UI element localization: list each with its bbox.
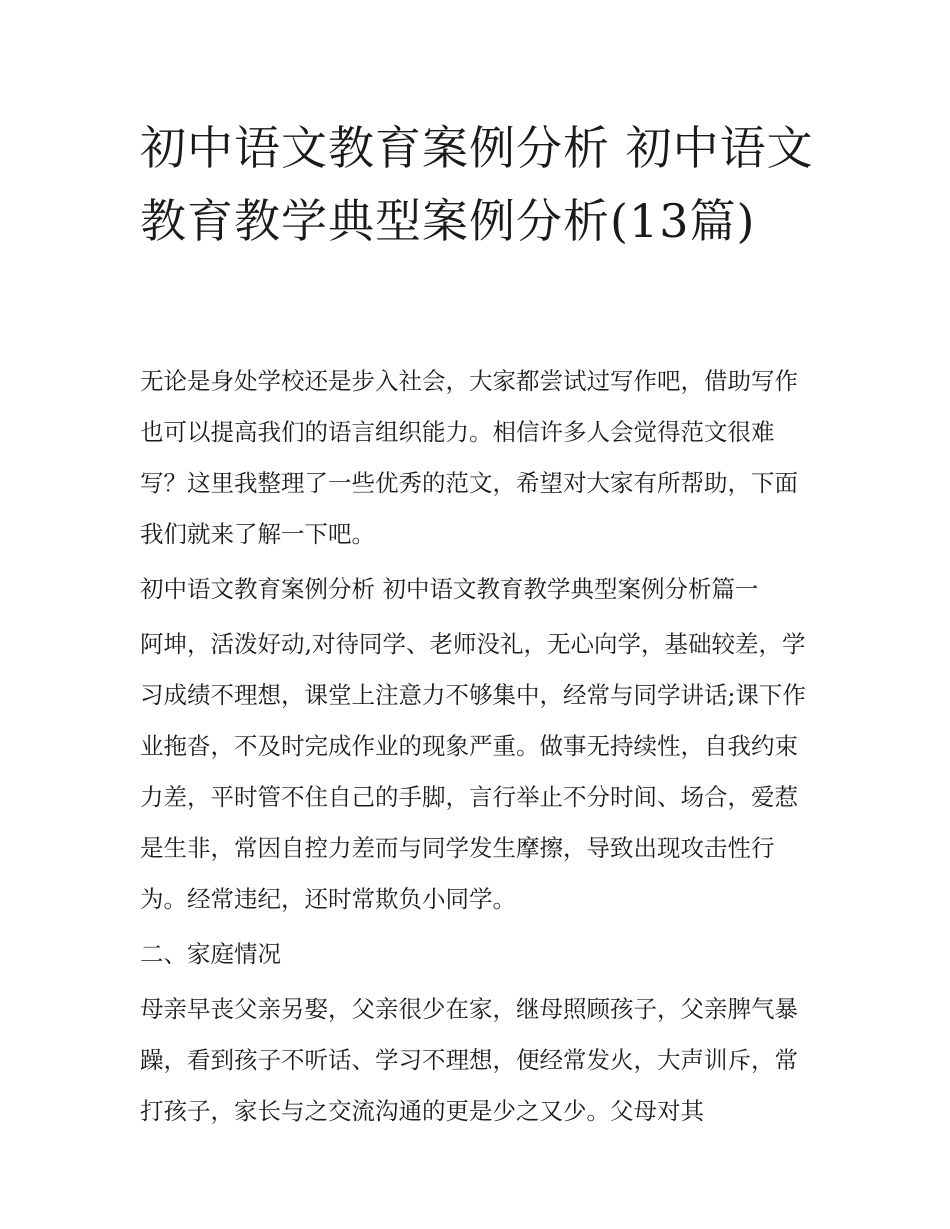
document-body — [140, 356, 815, 1141]
document-title: 初中语文教育案例分析 初中语文教育教学典型案例分析(13篇) — [140, 121, 814, 248]
paragraph-student-description: 阿坤，活泼好动,对待同学、老师没礼，无心向学，基础较差，学习成绩不理想，课堂上注意力不够集中，经常与同学讲话;课下作业拖沓，不及时完成作业的现象严重。做事无持续性，自我约束力差，平时管不住自己的手脚，言行举止不分时间、场合，爱惹是生非，常因自控力差而与同学发生摩擦，导致出现攻击性行为。经常违纪，还时常欺负小同学。 — [140, 630, 806, 913]
section-heading-family: 二、家庭情况 — [140, 940, 281, 968]
paragraph-intro: 无论是身处学校还是步入社会，大家都尝试过写作吧，借助写作也可以提高我们的语言组织能力。相信许多人会觉得范文很难写？这里我整理了一些优秀的范文，希望对大家有所帮助，下面我们就来了解一下吧。 — [140, 367, 798, 548]
paragraph-family-situation: 母亲早丧父亲另娶，父亲很少在家，继母照顾孩子，父亲脾气暴躁，看到孩子不听话、学习不理想，便经常发火，大声训斥，常打孩子，家长与之交流沟通的更是少之又少。父母对其 — [140, 995, 798, 1125]
section-heading-1: 初中语文教育案例分析 初中语文教育教学典型案例分析篇一 — [140, 575, 759, 603]
